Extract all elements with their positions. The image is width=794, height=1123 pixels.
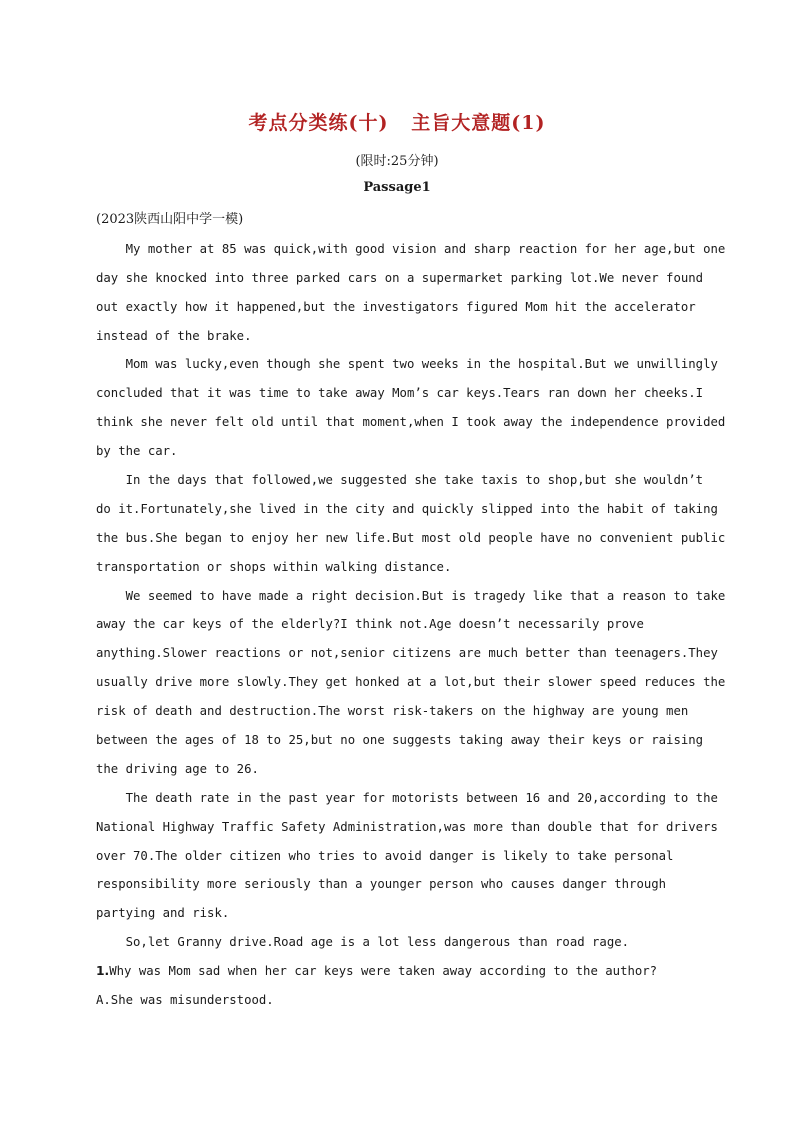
passage-line: We seemed to have made a right decision.But is tragedy like that a reason to take — [96, 588, 726, 603]
passage-line: day she knocked into three parked cars on a supermarket parking lot.We never found — [96, 270, 704, 285]
passage-line: partying and risk. — [96, 906, 230, 921]
passage-line: The death rate in the past year for motorists between 16 and 20,according to the — [96, 790, 718, 805]
passage-line: Mom was lucky,even though she spent two weeks in the hospital.But we unwillingly — [96, 357, 718, 372]
question-text: Why was Mom sad when her car keys were taken away according to the author? — [109, 964, 658, 979]
time-limit: (限时:25分钟) — [355, 154, 439, 169]
passage-line: the driving age to 26. — [96, 761, 259, 776]
passage-line: over 70.The older citizen who tries to avoid danger is likely to take personal — [96, 848, 674, 863]
passage-line: between the ages of 18 to 25,but no one suggests taking away their keys or raising — [96, 733, 704, 748]
passage-line: anything.Slower reactions or not,senior citizens are much better than teenagers.They — [96, 646, 718, 661]
passage-line: risk of death and destruction.The worst risk-takers on the highway are young men — [96, 704, 689, 719]
passage-line: So,let Granny drive.Road age is a lot less dangerous than road rage. — [96, 935, 630, 950]
passage-line: My mother at 85 was quick,with good vision and sharp reaction for her age,but one — [96, 241, 726, 256]
passage-line: away the car keys of the elderly?I think not.Age doesn’t necessarily prove — [96, 617, 644, 632]
source-note: (2023陕西山阳中学一模) — [96, 212, 244, 227]
passage-line: transportation or shops within walking distance. — [96, 559, 452, 574]
passage-line: National Highway Traffic Safety Administration,was more than double that for drivers — [96, 819, 718, 834]
passage-line: In the days that followed,we suggested she take taxis to shop,but she wouldn’t — [96, 473, 704, 488]
passage-line: do it.Fortunately,she lived in the city and quickly slipped into the habit of taking — [96, 501, 718, 516]
passage-label: Passage1 — [363, 180, 431, 195]
passage-line: responsibility more seriously than a younger person who causes danger through — [96, 877, 667, 892]
option-a: A.She was misunderstood. — [96, 993, 274, 1008]
passage-line: instead of the brake. — [96, 328, 252, 343]
question-number: 1. — [96, 964, 110, 979]
passage-line: out exactly how it happened,but the investigators figured Mom hit the accelerator — [96, 299, 696, 314]
passage-line: usually drive more slowly.They get honked at a lot,but their slower speed reduces the — [96, 675, 726, 690]
passage-line: think she never felt old until that moment,when I took away the independence provided — [96, 415, 726, 430]
passage-line: by the car. — [96, 444, 178, 459]
passage-line: concluded that it was time to take away Mom’s car keys.Tears ran down her cheeks.I — [96, 386, 704, 401]
page-title: 考点分类练(十) 主旨大意题(1) — [248, 112, 546, 134]
passage-line: the bus.She began to enjoy her new life.But most old people have no convenient public — [96, 530, 726, 545]
passage-body — [96, 206, 726, 1015]
question-1 — [96, 957, 696, 986]
